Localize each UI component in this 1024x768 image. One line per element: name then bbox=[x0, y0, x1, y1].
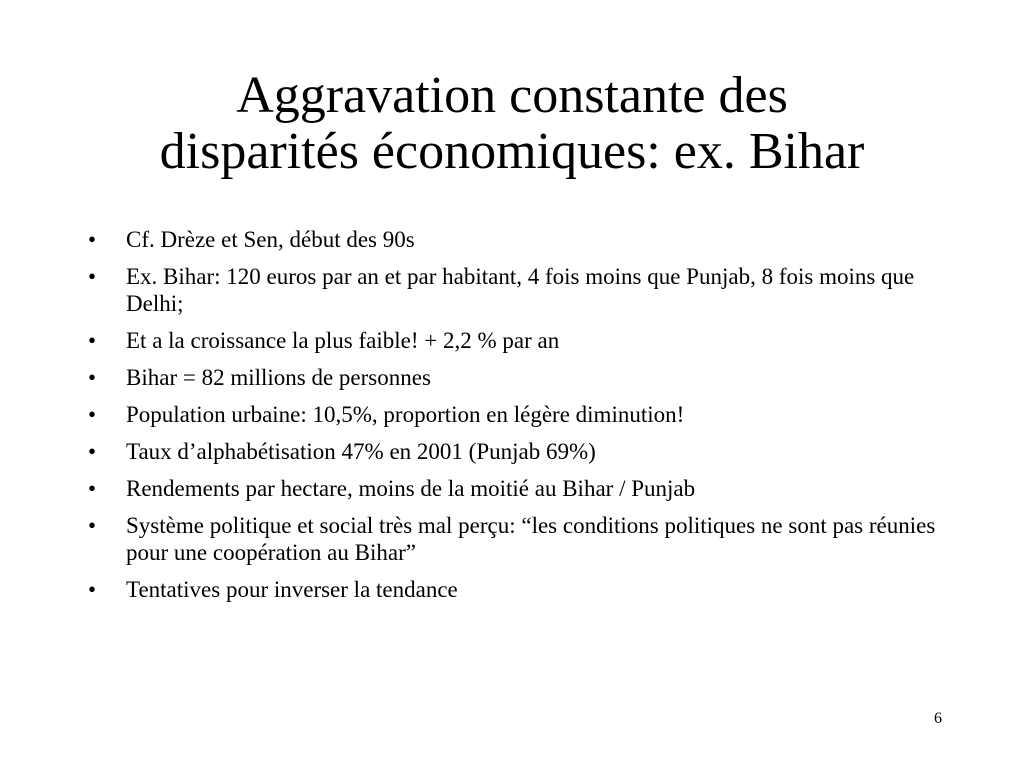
slide-title bbox=[60, 68, 964, 180]
bullet-item-4 bbox=[88, 364, 948, 391]
bullet-item-6 bbox=[88, 438, 948, 465]
slide-title-line-2: disparités économiques: ex. Bihar bbox=[159, 123, 865, 180]
bullet-dot-icon: • bbox=[88, 513, 97, 538]
slide-title-line-1: Aggravation constante des bbox=[236, 67, 788, 124]
page-number: 6 bbox=[934, 710, 942, 727]
bullet-text-4: Bihar = 82 millions de personnes bbox=[126, 365, 431, 390]
bullet-dot-icon: • bbox=[88, 476, 97, 501]
bullet-text-3: Et a la croissance la plus faible! + 2,2 % par an bbox=[126, 328, 560, 353]
bullet-item-3 bbox=[88, 327, 948, 354]
bullet-text-1: Cf. Drèze et Sen, début des 90s bbox=[126, 227, 415, 252]
bullet-item-1 bbox=[88, 226, 948, 253]
bullet-item-8 bbox=[88, 512, 948, 566]
bullet-item-7 bbox=[88, 475, 948, 502]
bullet-list bbox=[88, 226, 948, 613]
bullet-text-2: Ex. Bihar: 120 euros par an et par habitant, 4 fois moins que Punjab, 8 fois moins que Delhi; bbox=[126, 264, 915, 316]
bullet-dot-icon: • bbox=[88, 328, 97, 353]
bullet-text-5: Population urbaine: 10,5%, proportion en légère diminution! bbox=[126, 402, 685, 427]
bullet-dot-icon: • bbox=[88, 227, 97, 252]
bullet-text-7: Rendements par hectare, moins de la moitié au Bihar / Punjab bbox=[126, 476, 696, 501]
bullet-dot-icon: • bbox=[88, 264, 97, 289]
bullet-item-9 bbox=[88, 576, 948, 603]
bullet-text-6: Taux d’alphabétisation 47% en 2001 (Punjab 69%) bbox=[126, 439, 596, 464]
bullet-item-5 bbox=[88, 401, 948, 428]
bullet-dot-icon: • bbox=[88, 365, 97, 390]
bullet-dot-icon: • bbox=[88, 577, 97, 602]
bullet-text-8: Système politique et social très mal perçu: “les conditions politiques ne sont pas réunies pour une coopération au Bihar” bbox=[126, 513, 936, 565]
bullet-dot-icon: • bbox=[88, 402, 97, 427]
bullet-dot-icon: • bbox=[88, 439, 97, 464]
bullet-item-2 bbox=[88, 263, 948, 317]
bullet-text-9: Tentatives pour inverser la tendance bbox=[126, 577, 458, 602]
